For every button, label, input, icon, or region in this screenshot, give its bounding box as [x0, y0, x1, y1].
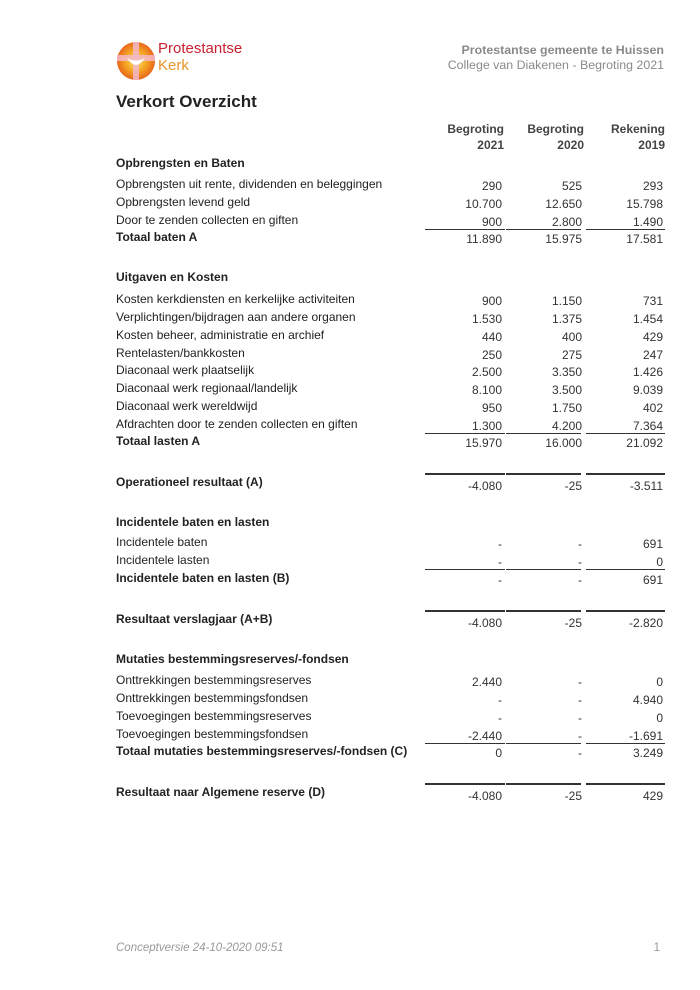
row-label: Toevoegingen bestemmingsfondsen [116, 727, 309, 741]
column-header-line1: Begroting [447, 122, 504, 136]
row-label: Totaal mutaties bestemmingsreserves/-fondsen (C) [116, 744, 408, 758]
value-2019: 293 [642, 179, 663, 193]
value-2019: 1.454 [632, 312, 663, 326]
row-label: Mutaties bestemmingsreserves/-fondsen [116, 652, 349, 666]
value-2020: 275 [561, 348, 582, 362]
page-number: 1 [653, 942, 660, 954]
value-2019: -1.691 [628, 729, 663, 743]
logo-line1: Protestantse [158, 40, 243, 57]
value-2020: 15.975 [545, 232, 582, 246]
table-row [116, 345, 666, 361]
column-header-line1: Rekening [610, 122, 665, 136]
value-2019: 21.092 [626, 436, 663, 450]
value-2019: 17.581 [626, 232, 663, 246]
value-2021: 290 [481, 179, 502, 193]
value-2019: 402 [642, 401, 663, 415]
value-2020: 2.800 [551, 215, 582, 229]
row-label: Incidentele baten [116, 535, 208, 549]
row-label: Diaconaal werk wereldwijd [116, 399, 258, 413]
total-row [116, 743, 666, 759]
value-2021: 15.970 [465, 436, 502, 450]
value-2019: 0 [656, 711, 663, 725]
table-row [116, 194, 666, 210]
value-2021: - [498, 573, 502, 587]
table-row [116, 726, 666, 742]
protestantse-kerk-logo-icon [116, 41, 156, 81]
value-2019: 1.490 [632, 215, 663, 229]
row-label: Door te zenden collecten en giften [116, 213, 299, 227]
row-label: Incidentele baten en lasten (B) [116, 571, 290, 585]
value-2019: 9.039 [632, 383, 663, 397]
column-header-begroting-2020 [504, 121, 584, 153]
value-2019: 3.249 [632, 746, 663, 760]
value-2019: 247 [642, 348, 663, 362]
value-2020: -25 [564, 616, 582, 630]
table-row [116, 327, 666, 343]
value-2020: 4.200 [551, 419, 582, 433]
row-label: Uitgaven en Kosten [116, 270, 229, 284]
total-row [116, 433, 666, 449]
value-2021: -4.080 [467, 479, 502, 493]
row-label: Kosten kerkdiensten en kerkelijke activiteiten [116, 292, 355, 306]
row-label: Totaal baten A [116, 230, 198, 244]
row-label: Incidentele baten en lasten [116, 515, 270, 529]
value-2021: 8.100 [471, 383, 502, 397]
value-2020: 16.000 [545, 436, 582, 450]
value-2021: - [498, 537, 502, 551]
section-heading [116, 651, 666, 667]
section-heading [116, 155, 666, 171]
table-row [116, 690, 666, 706]
row-label: Opbrengsten uit rente, dividenden en beleggingen [116, 177, 383, 191]
row-label: Resultaat verslagjaar (A+B) [116, 612, 273, 626]
total-row [116, 229, 666, 245]
section-heading [116, 514, 666, 530]
value-2021: 1.530 [471, 312, 502, 326]
row-label: Toevoegingen bestemmingsreserves [116, 709, 312, 723]
value-2021: 440 [481, 330, 502, 344]
value-2020: - [578, 746, 582, 760]
table-row [116, 416, 666, 432]
row-label: Onttrekkingen bestemmingsfondsen [116, 691, 309, 705]
column-header-line2: 2019 [638, 138, 665, 152]
column-header-line1: Begroting [527, 122, 584, 136]
column-header-begroting-2021 [424, 121, 504, 153]
org-name: Protestantse gemeente te Huissen [461, 43, 664, 57]
table-row [116, 398, 666, 414]
document-subtitle: College van Diakenen - Begroting 2021 [447, 58, 664, 72]
value-2021: 2.500 [471, 365, 502, 379]
value-2021: - [498, 693, 502, 707]
row-label: Diaconaal werk regionaal/landelijk [116, 381, 298, 395]
result-row [116, 611, 666, 630]
column-header-line2: 2020 [557, 138, 584, 152]
row-label: Onttrekkingen bestemmingsreserves [116, 673, 312, 687]
total-row [116, 570, 666, 586]
column-header-line2: 2021 [477, 138, 504, 152]
value-2019: 691 [642, 537, 663, 551]
version-stamp: Conceptversie 24-10-2020 09:51 [116, 942, 284, 954]
value-2021: 10.700 [465, 197, 502, 211]
row-label: Opbrengsten en Baten [116, 156, 245, 170]
row-label: Verplichtingen/bijdragen aan andere organen [116, 310, 356, 324]
value-2021: 2.440 [471, 675, 502, 689]
table-row [116, 672, 666, 688]
value-2020: 1.375 [551, 312, 582, 326]
value-2019: 429 [642, 789, 663, 803]
value-2020: - [578, 711, 582, 725]
value-2020: -25 [564, 789, 582, 803]
page-title: Verkort Overzicht [116, 92, 257, 111]
value-2021: 11.890 [466, 232, 502, 246]
value-2021: 1.300 [471, 419, 502, 433]
value-2019: 1.426 [632, 365, 663, 379]
value-2020: 12.650 [545, 197, 582, 211]
value-2021: -2.440 [467, 729, 502, 743]
value-2019: -3.511 [629, 479, 663, 493]
value-2020: 525 [561, 179, 582, 193]
value-2019: 0 [656, 675, 663, 689]
value-2020: - [578, 675, 582, 689]
table-row [116, 552, 666, 568]
value-2020: - [578, 537, 582, 551]
value-2019: 4.940 [632, 693, 663, 707]
logo-line2: Kerk [158, 57, 189, 74]
result-row [116, 474, 666, 493]
value-2020: - [578, 555, 582, 569]
row-label: Kosten beheer, administratie en archief [116, 328, 325, 342]
row-label: Opbrengsten levend geld [116, 195, 251, 209]
value-2021: -4.080 [467, 616, 502, 630]
value-2020: 1.150 [551, 294, 582, 308]
value-2020: 1.750 [551, 401, 582, 415]
value-2020: 3.350 [551, 365, 582, 379]
table-row [116, 309, 666, 325]
value-2019: 0 [656, 555, 663, 569]
row-label: Afdrachten door te zenden collecten en giften [116, 417, 358, 431]
value-2021: 250 [481, 348, 502, 362]
value-2019: 691 [642, 573, 663, 587]
table-row [116, 362, 666, 378]
value-2021: 950 [481, 401, 502, 415]
value-2021: - [498, 555, 502, 569]
result-row [116, 784, 666, 803]
value-2021: 0 [495, 746, 502, 760]
value-2021: - [498, 711, 502, 725]
value-2021: -4.080 [467, 789, 502, 803]
value-2019: 7.364 [632, 419, 663, 433]
table-row [116, 380, 666, 396]
value-2019: -2.820 [628, 616, 663, 630]
table-row [116, 708, 666, 724]
row-label: Operationeel resultaat (A) [116, 475, 263, 489]
value-2020: 400 [561, 330, 582, 344]
row-label: Resultaat naar Algemene reserve (D) [116, 785, 325, 799]
row-label: Incidentele lasten [116, 553, 210, 567]
value-2021: 900 [481, 215, 502, 229]
row-label: Diaconaal werk plaatselijk [116, 363, 255, 377]
value-2020: - [578, 573, 582, 587]
table-row [116, 291, 666, 307]
value-2019: 429 [642, 330, 663, 344]
value-2020: - [578, 729, 582, 743]
row-label: Totaal lasten A [116, 434, 201, 448]
value-2020: - [578, 693, 582, 707]
section-heading [116, 269, 666, 285]
value-2019: 15.798 [626, 197, 663, 211]
logo-wordmark [158, 40, 242, 74]
column-header-rekening-2019 [585, 121, 665, 153]
row-label: Rentelasten/bankkosten [116, 346, 245, 360]
table-row [116, 534, 666, 550]
table-row [116, 176, 666, 192]
value-2020: -25 [564, 479, 582, 493]
value-2019: 731 [642, 294, 663, 308]
value-2020: 3.500 [551, 383, 582, 397]
value-2021: 900 [481, 294, 502, 308]
table-row [116, 212, 666, 228]
document-header [448, 43, 664, 73]
